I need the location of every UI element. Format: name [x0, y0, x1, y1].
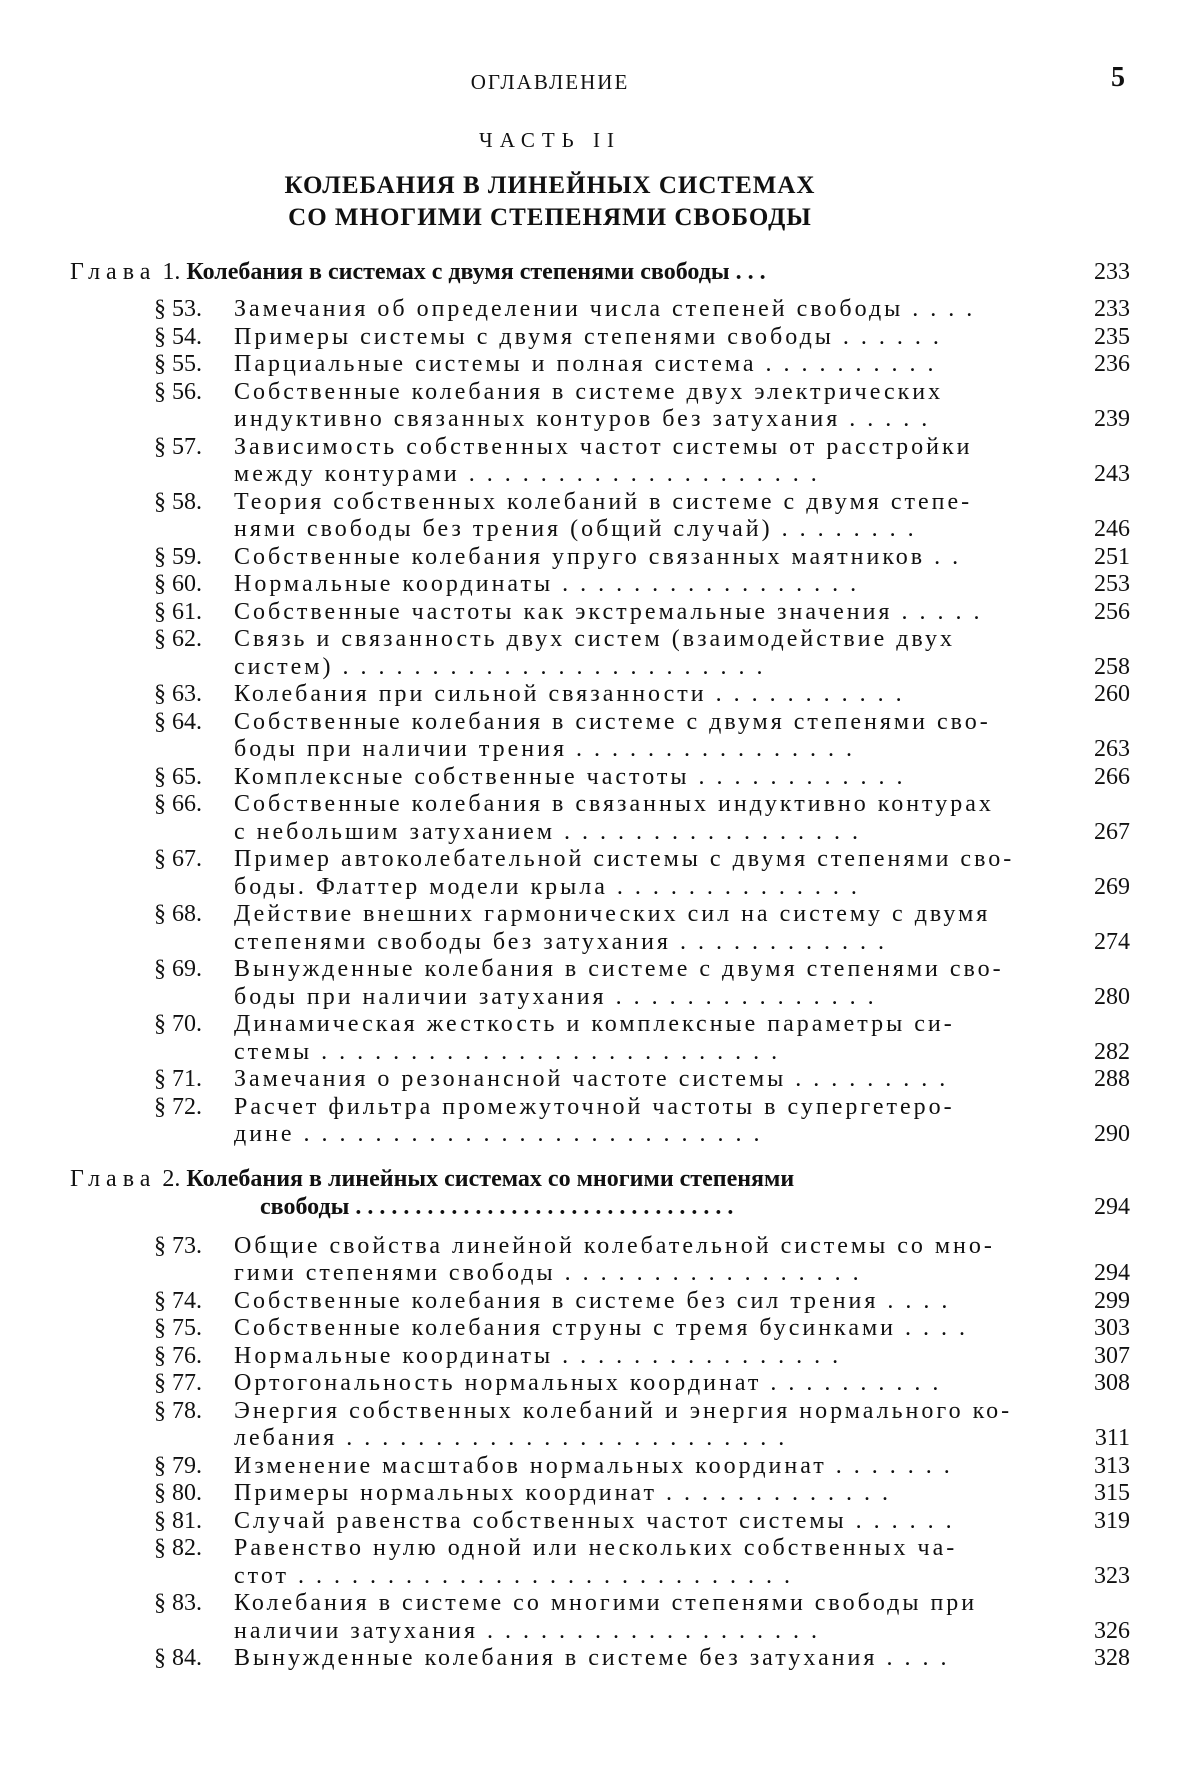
- toc-entry: [70, 544, 1130, 572]
- toc-entry: [70, 1288, 1130, 1316]
- toc-entry: [70, 791, 1130, 846]
- section-number: § 78.: [154, 1397, 202, 1424]
- section-title-line: нями свободы без трения (общий случай) . . . . . . . .: [234, 516, 917, 542]
- section-number: § 66.: [154, 791, 202, 817]
- section-page-number: 288: [1094, 1066, 1130, 1092]
- section-page-number: 258: [1094, 653, 1130, 680]
- chapter-number: 2.: [162, 1165, 181, 1192]
- section-title-line: Нормальные координаты . . . . . . . . . . . . . . . . .: [234, 571, 860, 597]
- section-title-line: Собственные колебания в системе с двумя степенями сво-: [234, 708, 991, 735]
- section-title-line: Общие свойства линейной колебательной системы со мно-: [234, 1232, 995, 1259]
- section-number: § 65.: [154, 763, 202, 790]
- section-title: [234, 1535, 1034, 1590]
- section-page-number: 308: [1094, 1370, 1130, 1396]
- page-number: 5: [1111, 62, 1125, 93]
- section-title: [234, 1398, 1034, 1453]
- section-number: § 53.: [154, 296, 202, 322]
- section-title-line: Замечания об определении числа степеней свободы . . . .: [234, 296, 976, 322]
- section-title: [234, 1315, 1034, 1343]
- section-page-number: 323: [1094, 1562, 1130, 1589]
- section-page-number: 256: [1094, 598, 1130, 625]
- toc-entry: [70, 1011, 1130, 1066]
- section-title-line: индуктивно связанных контуров без затухания . . . . .: [234, 406, 931, 432]
- toc-entry: [70, 296, 1130, 324]
- toc-entry: [70, 1590, 1130, 1645]
- chapter-word: Глава: [70, 259, 157, 285]
- toc-entry: [70, 434, 1130, 489]
- section-number: § 70.: [154, 1011, 202, 1037]
- section-number: § 74.: [154, 1287, 202, 1314]
- toc-entry: [70, 956, 1130, 1011]
- toc-entry: [70, 1453, 1130, 1481]
- section-page-number: 299: [1094, 1287, 1130, 1314]
- section-title-line: Собственные колебания в связанных индуктивно контурах: [234, 791, 994, 817]
- section-title-line: Примеры нормальных координат . . . . . . . . . . . . .: [234, 1480, 891, 1506]
- section-number: § 64.: [154, 708, 202, 735]
- section-page-number: 236: [1094, 351, 1130, 377]
- toc-entry: [70, 599, 1130, 627]
- section-number: § 62.: [154, 626, 202, 652]
- chapter-heading: [70, 258, 1130, 286]
- section-page-number: 246: [1094, 516, 1130, 542]
- section-title: [234, 1343, 1034, 1371]
- section-title-line: стот . . . . . . . . . . . . . . . . . . . . . . . . . . . .: [234, 1562, 793, 1589]
- toc-entry: [70, 1094, 1130, 1149]
- section-list: [70, 296, 1130, 1149]
- section-page-number: 235: [1094, 323, 1130, 350]
- section-title: [234, 626, 1034, 681]
- section-title: [234, 1011, 1034, 1066]
- chapter-word: Глава: [70, 1165, 157, 1192]
- toc-entry: [70, 764, 1130, 792]
- section-title: [234, 599, 1034, 627]
- section-page-number: 243: [1094, 461, 1130, 487]
- section-title: [234, 764, 1034, 792]
- section-title: [234, 324, 1034, 352]
- toc-entry: [70, 1645, 1130, 1673]
- section-title: [234, 956, 1034, 1011]
- section-title-line: степенями свободы без затухания . . . . . . . . . . . .: [234, 928, 887, 955]
- toc-entry: [70, 571, 1130, 599]
- toc-entry: [70, 1066, 1130, 1094]
- section-title: [234, 1590, 1034, 1645]
- section-title-line: Примеры системы с двумя степенями свободы . . . . . .: [234, 323, 942, 350]
- section-title: [234, 544, 1034, 572]
- section-title: [234, 1288, 1034, 1316]
- section-title-line: Комплексные собственные частоты . . . . . . . . . . . .: [234, 763, 906, 790]
- section-page-number: 307: [1094, 1342, 1130, 1369]
- section-page-number: 274: [1094, 928, 1130, 955]
- section-title-line: Нормальные координаты . . . . . . . . . . . . . . . .: [234, 1342, 842, 1369]
- section-title-line: Колебания при сильной связанности . . . . . . . . . . .: [234, 681, 905, 707]
- section-title: [234, 709, 1034, 764]
- toc-entry: [70, 351, 1130, 379]
- section-page-number: 328: [1094, 1645, 1130, 1671]
- chapter-spacer: [70, 1149, 1130, 1165]
- section-title: [234, 1480, 1034, 1508]
- chapter-title: Колебания в системах с двумя степенями свободы . . .: [186, 259, 766, 285]
- section-title-line: Связь и связанность двух систем (взаимодействие двух: [234, 626, 955, 652]
- section-title-line: Собственные колебания струны с тремя бусинками . . . .: [234, 1315, 969, 1341]
- section-title-line: Изменение масштабов нормальных координат . . . . . . .: [234, 1452, 953, 1479]
- section-page-number: 260: [1094, 681, 1130, 707]
- section-number: § 54.: [154, 323, 202, 350]
- running-title: ОГЛАВЛЕНИЕ: [470, 70, 630, 94]
- section-title: [234, 846, 1034, 901]
- section-title-line: Действие внешних гармонических сил на систему с двумя: [234, 901, 991, 927]
- toc-entry: [70, 324, 1130, 352]
- section-number: § 84.: [154, 1645, 202, 1671]
- section-number: § 58.: [154, 488, 202, 515]
- section-page-number: 251: [1094, 543, 1130, 570]
- toc-entry: [70, 709, 1130, 764]
- section-title-line: Теория собственных колебаний в системе с двумя степе-: [234, 488, 973, 515]
- section-title-line: Замечания о резонансной частоте системы . . . . . . . . .: [234, 1066, 949, 1092]
- section-title-line: стемы . . . . . . . . . . . . . . . . . . . . . . . . . .: [234, 1038, 781, 1065]
- toc-entry: [70, 1315, 1130, 1343]
- section-number: § 72.: [154, 1093, 202, 1120]
- toc-entry: [70, 626, 1130, 681]
- section-title-line: систем) . . . . . . . . . . . . . . . . . . . . . . . .: [234, 653, 766, 680]
- section-title-line: Ортогональность нормальных координат . . . . . . . . . .: [234, 1370, 942, 1396]
- section-title: [234, 1508, 1034, 1536]
- section-title: [234, 296, 1034, 324]
- section-title-line: Собственные колебания в системе двух электрических: [234, 378, 944, 405]
- toc-entry: [70, 901, 1130, 956]
- chapter-title-line: [70, 258, 1130, 286]
- section-title: [234, 1453, 1034, 1481]
- section-page-number: 253: [1094, 571, 1130, 597]
- section-title-line: Парциальные системы и полная система . . . . . . . . . .: [234, 351, 937, 377]
- section-title: [234, 1066, 1034, 1094]
- section-number: § 71.: [154, 1066, 202, 1092]
- section-title: [234, 489, 1034, 544]
- section-page-number: 315: [1094, 1480, 1130, 1506]
- section-title: [234, 681, 1034, 709]
- section-page-number: 269: [1094, 873, 1130, 900]
- section-title-line: с небольшим затуханием . . . . . . . . . . . . . . . . .: [234, 818, 862, 845]
- toc-entry: [70, 379, 1130, 434]
- section-title: [234, 1370, 1034, 1398]
- toc-entry: [70, 1535, 1130, 1590]
- section-title-line: боды. Флаттер модели крыла . . . . . . . . . . . . . .: [234, 873, 860, 900]
- part-title-line: КОЛЕБАНИЯ В ЛИНЕЙНЫХ СИСТЕМАХ: [284, 172, 816, 199]
- section-title-line: Собственные колебания в системе без сил трения . . . .: [234, 1287, 951, 1314]
- section-number: § 68.: [154, 901, 202, 927]
- section-page-number: 294: [1094, 1260, 1130, 1286]
- section-number: § 56.: [154, 378, 202, 405]
- section-page-number: 280: [1094, 983, 1130, 1010]
- section-number: § 82.: [154, 1535, 202, 1561]
- table-of-contents: [70, 258, 1130, 1673]
- section-number: § 79.: [154, 1452, 202, 1479]
- section-title-line: Энергия собственных колебаний и энергия нормального ко-: [234, 1397, 1013, 1424]
- section-title-line: боды при наличии трения . . . . . . . . . . . . . . . .: [234, 736, 855, 762]
- chapter-number: 1.: [162, 259, 181, 285]
- section-page-number: 313: [1094, 1452, 1130, 1479]
- section-page-number: 267: [1094, 818, 1130, 845]
- section-title: [234, 434, 1034, 489]
- section-number: § 69.: [154, 956, 202, 982]
- section-title-line: Вынужденные колебания в системе без затухания . . . .: [234, 1645, 950, 1671]
- section-title-line: Собственные колебания упруго связанных маятников . .: [234, 543, 962, 570]
- chapter-title-line: [70, 1165, 1130, 1193]
- section-title: [234, 1233, 1034, 1288]
- section-number: § 59.: [154, 543, 202, 570]
- chapter-heading: [70, 1165, 1130, 1221]
- section-list: [70, 1233, 1130, 1673]
- toc-entry: [70, 846, 1130, 901]
- section-title-line: Расчет фильтра промежуточной частоты в супергетеро-: [234, 1093, 955, 1120]
- toc-entry: [70, 1508, 1130, 1536]
- section-number: § 77.: [154, 1370, 202, 1396]
- section-title-line: Динамическая жесткость и комплексные параметры си-: [234, 1011, 955, 1037]
- toc-entry: [70, 1398, 1130, 1453]
- chapter-page-number: 294: [1094, 1193, 1130, 1220]
- section-title-line: гими степенями свободы . . . . . . . . . . . . . . . . .: [234, 1260, 862, 1286]
- section-number: § 81.: [154, 1507, 202, 1534]
- section-page-number: 311: [1094, 1425, 1130, 1451]
- section-title-line: Вынужденные колебания в системе с двумя степенями сво-: [234, 956, 1004, 982]
- section-title-line: Собственные частоты как экстремальные значения . . . . .: [234, 598, 983, 625]
- chapter-page-number: 233: [1094, 259, 1130, 285]
- section-number: § 55.: [154, 351, 202, 377]
- section-title-line: Случай равенства собственных частот системы . . . . . .: [234, 1507, 955, 1534]
- chapter-title-continuation: свободы . . . . . . . . . . . . . . . . . . . . . . . . . . . . . . . .: [260, 1193, 734, 1220]
- section-number: § 63.: [154, 681, 202, 707]
- section-number: § 75.: [154, 1315, 202, 1341]
- section-title-line: Равенство нулю одной или нескольких собственных ча-: [234, 1535, 958, 1561]
- section-page-number: 239: [1094, 406, 1130, 432]
- section-number: § 60.: [154, 571, 202, 597]
- section-page-number: 319: [1094, 1507, 1130, 1534]
- section-page-number: 326: [1094, 1617, 1130, 1644]
- section-title: [234, 351, 1034, 379]
- section-title: [234, 1645, 1034, 1673]
- chapter-title: Колебания в линейных системах со многими степенями: [186, 1165, 795, 1192]
- section-title: [234, 1094, 1034, 1149]
- section-title-line: между контурами . . . . . . . . . . . . . . . . . . . .: [234, 461, 820, 487]
- section-title-line: наличии затухания . . . . . . . . . . . . . . . . . . .: [234, 1617, 821, 1644]
- section-title-line: Пример автоколебательной системы с двумя степенями сво-: [234, 846, 1015, 872]
- toc-entry: [70, 1343, 1130, 1371]
- part-label: ЧАСТЬ II: [479, 128, 621, 152]
- section-title-line: дине . . . . . . . . . . . . . . . . . . . . . . . . . .: [234, 1121, 763, 1147]
- section-title: [234, 571, 1034, 599]
- section-page-number: 282: [1094, 1038, 1130, 1065]
- section-number: § 76.: [154, 1342, 202, 1369]
- section-page-number: 303: [1094, 1315, 1130, 1341]
- section-title-line: Колебания в системе со многими степенями свободы при: [234, 1590, 978, 1616]
- toc-entry: [70, 1370, 1130, 1398]
- section-title-line: лебания . . . . . . . . . . . . . . . . . . . . . . . . .: [234, 1425, 788, 1451]
- section-title: [234, 901, 1034, 956]
- section-number: § 83.: [154, 1590, 202, 1616]
- section-title: [234, 379, 1034, 434]
- toc-entry: [70, 1480, 1130, 1508]
- section-page-number: 263: [1094, 736, 1130, 762]
- section-number: § 67.: [154, 846, 202, 872]
- section-page-number: 266: [1094, 763, 1130, 790]
- section-page-number: 233: [1094, 296, 1130, 322]
- section-title-line: боды при наличии затухания . . . . . . . . . . . . . . .: [234, 983, 877, 1010]
- section-number: § 61.: [154, 598, 202, 625]
- section-page-number: 290: [1094, 1121, 1130, 1147]
- toc-entry: [70, 1233, 1130, 1288]
- section-number: § 57.: [154, 433, 202, 460]
- toc-entry: [70, 681, 1130, 709]
- section-number: § 73.: [154, 1232, 202, 1259]
- part-title-line: СО МНОГИМИ СТЕПЕНЯМИ СВОБОДЫ: [288, 204, 812, 231]
- part-title: [0, 170, 1100, 234]
- section-title-line: Зависимость собственных частот системы от расстройки: [234, 433, 973, 460]
- section-title: [234, 791, 1034, 846]
- section-number: § 80.: [154, 1480, 202, 1506]
- toc-entry: [70, 489, 1130, 544]
